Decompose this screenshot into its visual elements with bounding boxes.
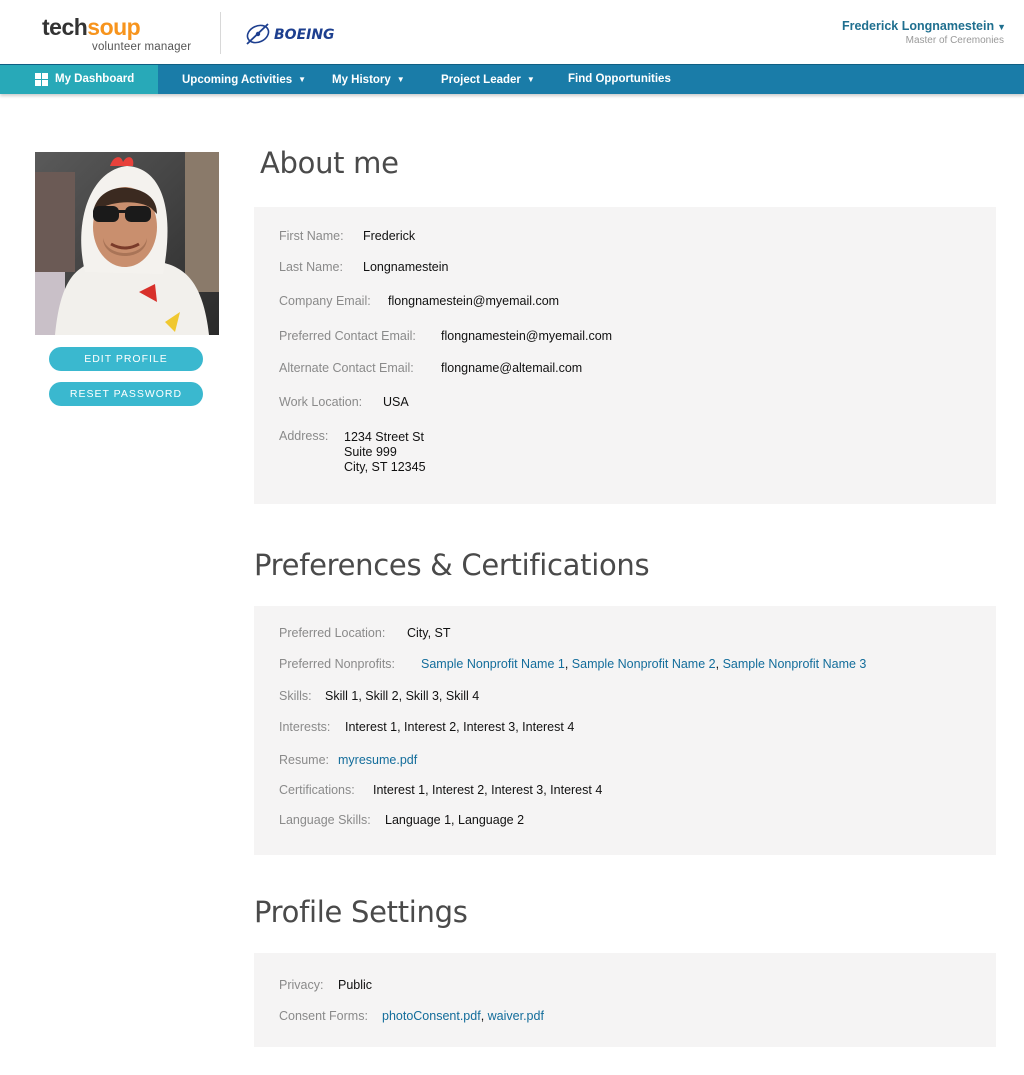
edit-profile-button[interactable]: EDIT PROFILE <box>49 347 203 371</box>
field-label: Language Skills: <box>279 813 371 827</box>
field-value: Interest 1, Interest 2, Interest 3, Interest 4 <box>345 720 575 734</box>
field-label: Resume: <box>279 753 330 767</box>
nonprofit-link[interactable]: Sample Nonprofit Name 3 <box>722 657 867 671</box>
field-value: flongname@altemail.com <box>441 361 583 375</box>
field-value: flongnamestein@myemail.com <box>441 329 613 343</box>
field-label: Last Name: <box>279 260 343 274</box>
user-name[interactable]: Frederick Longnamestein ▼ <box>841 19 1006 33</box>
boeing-logo <box>244 18 364 48</box>
resume-link[interactable]: myresume.pdf <box>338 753 418 767</box>
field-label: Privacy: <box>279 978 324 992</box>
address-value <box>344 430 426 475</box>
field-work-location <box>279 395 409 409</box>
profile-settings-panel <box>254 953 996 1047</box>
field-value: USA <box>383 395 409 409</box>
field-privacy <box>279 978 372 992</box>
field-value: Longnamestein <box>363 260 449 274</box>
profile-settings-heading: Profile Settings <box>254 895 468 929</box>
main-nav <box>0 64 1024 94</box>
field-value: Language 1, Language 2 <box>385 813 525 827</box>
user-menu[interactable] <box>842 19 1006 46</box>
field-preferred-location <box>279 626 451 640</box>
preferences-panel <box>254 606 996 855</box>
svg-text:BOEING: BOEING <box>274 27 335 43</box>
field-value: City, ST <box>407 626 451 640</box>
grid-icon <box>35 73 48 86</box>
field-resume <box>279 753 417 767</box>
field-company-email <box>279 294 559 308</box>
field-consent-forms: Consent Forms: photoConsent.pdf, waiver.pdf <box>279 1009 544 1023</box>
field-last-name <box>279 260 448 274</box>
field-label: Consent Forms: <box>279 1009 368 1023</box>
nonprofit-link[interactable]: Sample Nonprofit Name 1 <box>421 657 565 671</box>
nav-my-dashboard[interactable]: My Dashboard <box>0 65 158 94</box>
nonprofit-link[interactable]: Sample Nonprofit Name 2 <box>571 657 716 671</box>
field-label: Certifications: <box>279 783 355 797</box>
nav-upcoming-activities[interactable]: Upcoming Activities ▼ <box>182 74 307 86</box>
app-header <box>0 0 1024 64</box>
field-value: Skill 1, Skill 2, Skill 3, Skill 4 <box>325 689 480 703</box>
chevron-down-icon: ▼ <box>997 22 1006 32</box>
field-address <box>279 429 426 479</box>
header-divider <box>220 12 221 54</box>
consent-form-link[interactable]: waiver.pdf <box>487 1009 544 1023</box>
field-label: Interests: <box>279 720 331 734</box>
techsoup-logo[interactable] <box>42 14 192 53</box>
brand-subtitle: volunteer manager <box>92 41 192 53</box>
field-label: Preferred Location: <box>279 626 386 640</box>
field-label: Alternate Contact Email: <box>279 361 414 375</box>
field-preferred-contact-email <box>279 329 612 343</box>
profile-photo <box>35 152 219 335</box>
about-me-panel <box>254 207 996 504</box>
field-skills <box>279 689 479 703</box>
chevron-down-icon: ▼ <box>526 75 535 84</box>
field-value: flongnamestein@myemail.com <box>388 294 560 308</box>
field-certifications <box>279 783 602 797</box>
field-label: Skills: <box>279 689 312 703</box>
about-me-heading: About me <box>260 146 399 180</box>
field-label: Work Location: <box>279 395 363 409</box>
field-language-skills <box>279 813 524 827</box>
address-line: 1234 Street St <box>344 430 424 444</box>
field-alternate-contact-email <box>279 361 582 375</box>
field-value: Interest 1, Interest 2, Interest 3, Interest 4 <box>373 783 603 797</box>
field-preferred-nonprofits: Preferred Nonprofits: Sample Nonprofit Name 1, Sample Nonprofit Name 2, Sample Nonprofit Name 3 <box>279 657 867 671</box>
brand-wordmark: techsoup <box>42 14 141 40</box>
field-label: First Name: <box>279 229 344 243</box>
field-label: Preferred Nonprofits: <box>279 657 396 671</box>
field-label: Preferred Contact Email: <box>279 329 416 343</box>
field-label: Address: <box>279 429 329 443</box>
address-line: Suite 999 <box>344 445 397 459</box>
nav-my-history[interactable]: My History ▼ <box>332 74 405 86</box>
address-line: City, ST 12345 <box>344 460 426 474</box>
field-value: Frederick <box>363 229 416 243</box>
user-role: Master of Ceremonies <box>905 35 1004 46</box>
field-interests <box>279 720 574 734</box>
consent-form-link[interactable]: photoConsent.pdf <box>382 1009 481 1023</box>
field-first-name <box>279 229 415 243</box>
field-label: Company Email: <box>279 294 371 308</box>
preferences-heading: Preferences & Certifications <box>254 548 650 582</box>
field-value: Public <box>338 978 373 992</box>
reset-password-button[interactable]: RESET PASSWORD <box>49 382 203 406</box>
chevron-down-icon: ▼ <box>396 75 405 84</box>
chevron-down-icon: ▼ <box>298 75 307 84</box>
nav-project-leader[interactable]: Project Leader ▼ <box>441 74 535 86</box>
nav-find-opportunities[interactable]: Find Opportunities <box>568 73 671 85</box>
